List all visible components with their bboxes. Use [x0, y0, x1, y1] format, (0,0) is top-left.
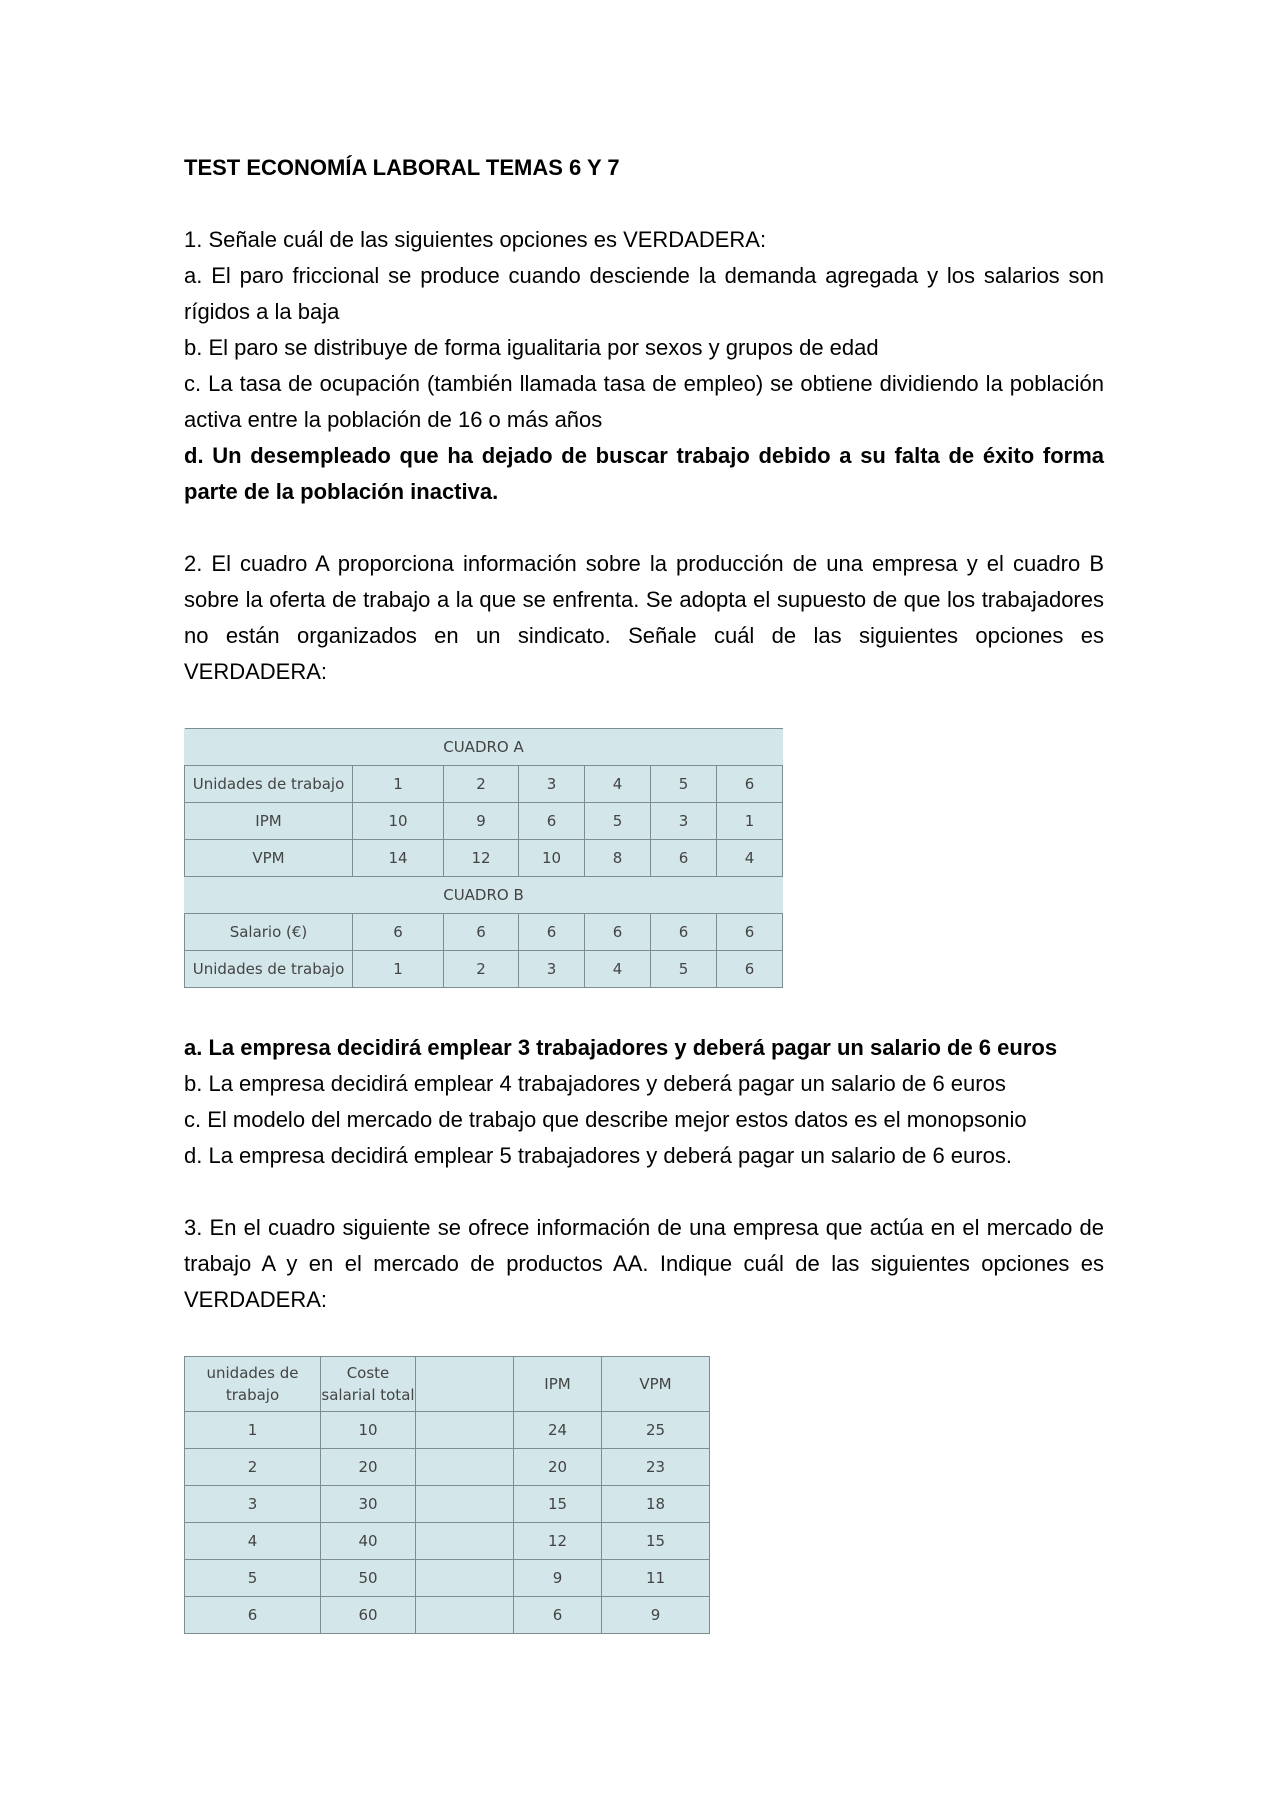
table-cell: 4	[717, 840, 783, 877]
question-1-option-a: a. El paro friccional se produce cuando desciende la demanda agregada y los salarios son rígidos a la baja	[184, 263, 1104, 324]
table-cell: 3	[185, 1486, 321, 1523]
table-cell: 6	[444, 914, 519, 951]
table-cell: 5	[585, 803, 651, 840]
row-label: Salario (€)	[185, 914, 353, 951]
column-header: VPM	[602, 1357, 710, 1412]
table-cell: 6	[717, 914, 783, 951]
table-cell: 1	[717, 803, 783, 840]
table-cell: 4	[585, 951, 651, 988]
table-cell: 25	[602, 1412, 710, 1449]
table-row	[185, 914, 783, 951]
table-cell: 60	[321, 1597, 416, 1634]
table-cell: 12	[514, 1523, 602, 1560]
table-cell: 10	[321, 1412, 416, 1449]
question-2-option-d: d. La empresa decidirá emplear 5 trabajadores y deberá pagar un salario de 6 euros.	[184, 1143, 1012, 1168]
table-cell: 5	[651, 951, 717, 988]
table-cell: 6	[651, 840, 717, 877]
cuadro-3-table	[184, 1356, 710, 1634]
question-1-prompt: 1. Señale cuál de las siguientes opciones es VERDADERA:	[184, 227, 767, 252]
cuadro-a-title: CUADRO A	[185, 729, 783, 766]
table-row	[185, 766, 783, 803]
question-1-option-c: c. La tasa de ocupación (también llamada tasa de empleo) se obtiene dividiendo la población activa entre la población de 16 o más años	[184, 371, 1104, 432]
document-title: TEST ECONOMÍA LABORAL TEMAS 6 Y 7	[184, 155, 620, 180]
table-cell: 4	[585, 766, 651, 803]
table-cell: 1	[353, 766, 444, 803]
table-cell: 12	[444, 840, 519, 877]
table-cell	[416, 1560, 514, 1597]
table-row	[185, 1449, 710, 1486]
table-cell: 6	[185, 1597, 321, 1634]
table-cell: 6	[717, 766, 783, 803]
table-cell: 6	[519, 803, 585, 840]
table-row	[185, 1486, 710, 1523]
table-cell: 23	[602, 1449, 710, 1486]
table-cell	[416, 1449, 514, 1486]
table-cell: 2	[444, 766, 519, 803]
table-cell: 18	[602, 1486, 710, 1523]
table-row	[185, 840, 783, 877]
table-cell: 6	[651, 914, 717, 951]
question-2-prompt: 2. El cuadro A proporciona información sobre la producción de una empresa y el cuadro B sobre la oferta de trabajo a la que se enfrenta. Se adopta el supuesto de que los trabajadores no están organizados en un sindicato. Señale cuál de las siguientes opciones es VERDADERA:	[184, 551, 1104, 684]
table-cell	[416, 1597, 514, 1634]
table-cell: 2	[444, 951, 519, 988]
question-2-option-c: c. El modelo del mercado de trabajo que describe mejor estos datos es el monopsonio	[184, 1107, 1027, 1132]
table-cell: 10	[519, 840, 585, 877]
table-row	[185, 1523, 710, 1560]
table-row	[185, 1597, 710, 1634]
table-cell: 6	[717, 951, 783, 988]
table-cell	[416, 1523, 514, 1560]
question-3-prompt: 3. En el cuadro siguiente se ofrece información de una empresa que actúa en el mercado de trabajo A y en el mercado de productos AA. Indique cuál de las siguientes opciones es VERDADERA:	[184, 1215, 1104, 1312]
table-cell: 9	[602, 1597, 710, 1634]
table-cell: 2	[185, 1449, 321, 1486]
column-header	[416, 1357, 514, 1412]
table-row	[185, 1412, 710, 1449]
table-cell: 6	[585, 914, 651, 951]
table-cell: 9	[444, 803, 519, 840]
table-cell: 14	[353, 840, 444, 877]
table-cell: 15	[602, 1523, 710, 1560]
table-cell: 30	[321, 1486, 416, 1523]
question-1-option-d: d. Un desempleado que ha dejado de buscar trabajo debido a su falta de éxito forma parte de la población inactiva.	[184, 443, 1104, 504]
table-cell: 20	[321, 1449, 416, 1486]
table-cell: 6	[353, 914, 444, 951]
table-cell: 8	[585, 840, 651, 877]
table-cell: 40	[321, 1523, 416, 1560]
cuadro-b-title: CUADRO B	[185, 877, 783, 914]
table-cell	[416, 1412, 514, 1449]
table-cell: 3	[519, 951, 585, 988]
table-row	[185, 803, 783, 840]
column-header: IPM	[514, 1357, 602, 1412]
row-label: VPM	[185, 840, 353, 877]
table-cell: 3	[519, 766, 585, 803]
table-cell: 11	[602, 1560, 710, 1597]
table-cell: 4	[185, 1523, 321, 1560]
table-cell	[416, 1486, 514, 1523]
table-cell: 9	[514, 1560, 602, 1597]
column-header: Coste salarial total	[321, 1357, 416, 1412]
table-cell: 6	[514, 1597, 602, 1634]
table-cell: 3	[651, 803, 717, 840]
table-cell: 15	[514, 1486, 602, 1523]
table-cell: 50	[321, 1560, 416, 1597]
table-row	[185, 951, 783, 988]
table-cell: 24	[514, 1412, 602, 1449]
table-row	[185, 1560, 710, 1597]
column-header: unidades de trabajo	[185, 1357, 321, 1412]
table-cell: 5	[185, 1560, 321, 1597]
document-page	[184, 150, 1104, 1676]
table-cell: 20	[514, 1449, 602, 1486]
table-cell: 10	[353, 803, 444, 840]
row-label: Unidades de trabajo	[185, 766, 353, 803]
table-cell: 6	[519, 914, 585, 951]
cuadro-a-b-table	[184, 728, 783, 988]
question-2-option-b: b. La empresa decidirá emplear 4 trabajadores y deberá pagar un salario de 6 euros	[184, 1071, 1006, 1096]
question-1-option-b: b. El paro se distribuye de forma igualitaria por sexos y grupos de edad	[184, 335, 879, 360]
table-cell: 5	[651, 766, 717, 803]
question-2-option-a: a. La empresa decidirá emplear 3 trabajadores y deberá pagar un salario de 6 euros	[184, 1035, 1058, 1060]
table-cell: 1	[185, 1412, 321, 1449]
row-label: IPM	[185, 803, 353, 840]
table-header-row	[185, 1357, 710, 1412]
table-cell: 1	[353, 951, 444, 988]
row-label: Unidades de trabajo	[185, 951, 353, 988]
